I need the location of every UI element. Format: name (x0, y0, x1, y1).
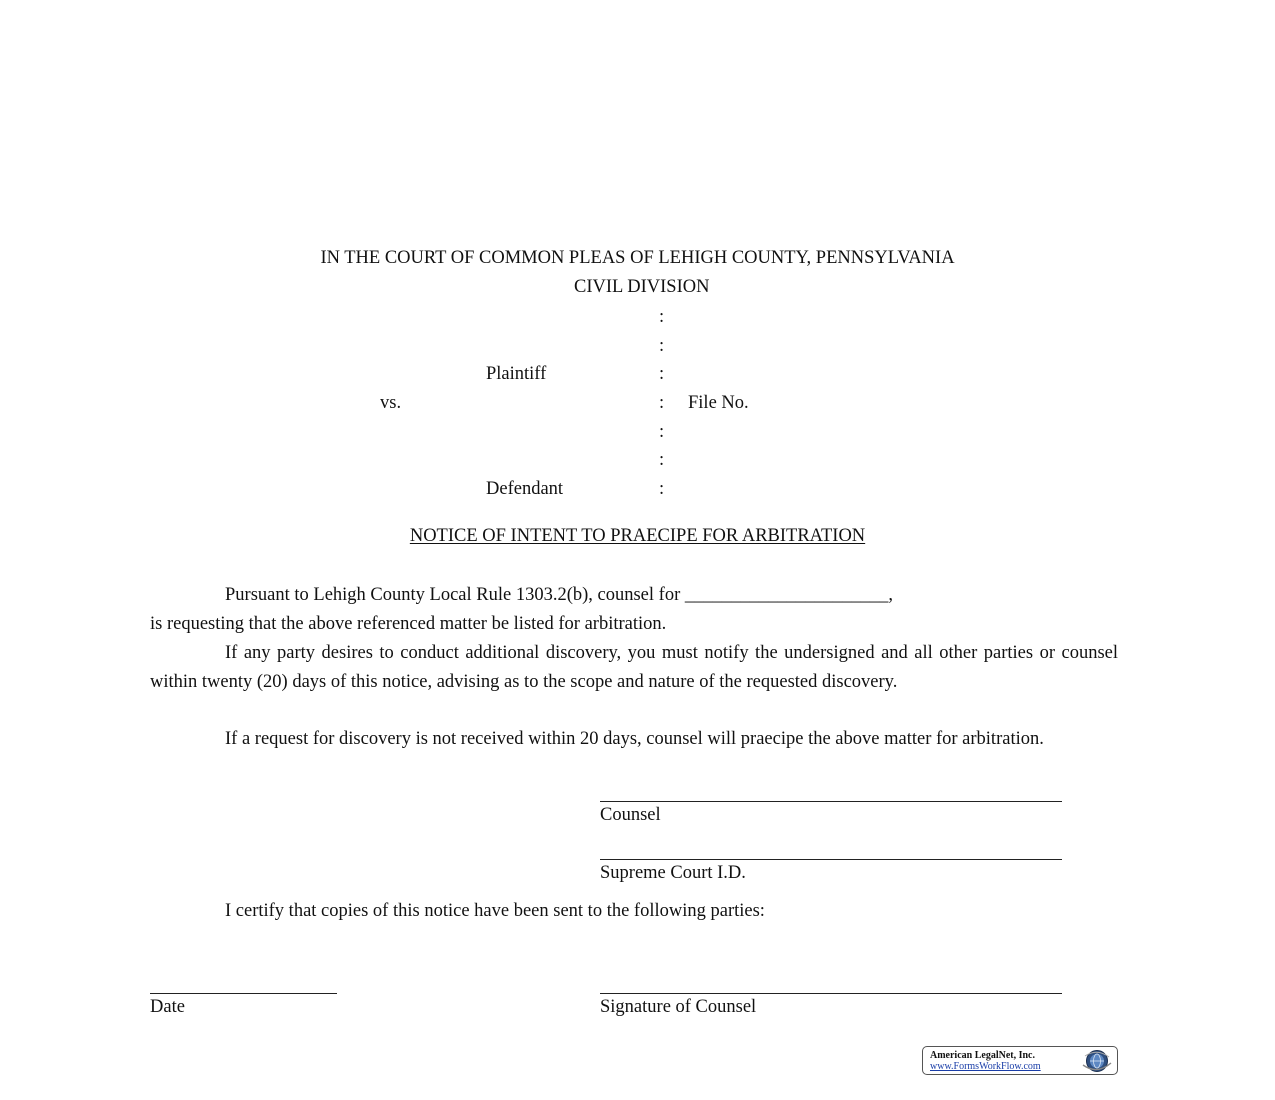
date-line (150, 993, 337, 994)
court-heading: IN THE COURT OF COMMON PLEAS OF LEHIGH COUNTY, PENNSYLVANIA (320, 248, 955, 268)
signature-of-counsel-label: Signature of Counsel (600, 997, 757, 1017)
caption-colon: : (659, 422, 665, 442)
body-paragraph-2: If any party desires to conduct additional discovery, you must notify the undersigned and all other parties or counsel within twenty (20) days of this notice, advising as to the scope and nature of the requested discovery. (150, 643, 1118, 692)
document-title: NOTICE OF INTENT TO PRAECIPE FOR ARBITRATION (409, 526, 866, 546)
caption-colon: : (659, 364, 665, 384)
signature-of-counsel-line (600, 993, 1062, 994)
body-paragraph-1-line-1: Pursuant to Lehigh County Local Rule 1303.2(b), counsel for ______________________, (225, 585, 893, 605)
globe-logo-icon (1080, 1049, 1114, 1073)
vs-label: vs. (380, 393, 402, 413)
date-label: Date (150, 997, 185, 1017)
supreme-court-id-label: Supreme Court I.D. (600, 863, 746, 883)
body-paragraph-1-line-2: is requesting that the above referenced matter be listed for arbitration. (150, 614, 667, 634)
body-paragraph-3: If a request for discovery is not received within 20 days, counsel will praecipe the above matter for arbitration. (225, 729, 1044, 749)
caption-colon: : (659, 393, 665, 413)
caption-colon: : (659, 479, 665, 499)
caption-colon: : (659, 336, 665, 356)
counsel-signature-line (600, 801, 1062, 802)
counsel-label: Counsel (600, 805, 661, 825)
file-no-label: File No. (688, 393, 749, 413)
logo-company-name: American LegalNet, Inc. (930, 1050, 1035, 1061)
plaintiff-label: Plaintiff (486, 364, 547, 384)
certification-text: I certify that copies of this notice have been sent to the following parties: (225, 901, 765, 921)
division-heading: CIVIL DIVISION (574, 277, 710, 297)
american-legalnet-logo[interactable] (922, 1046, 1118, 1075)
defendant-label: Defendant (486, 479, 564, 499)
caption-colon: : (659, 307, 665, 327)
supreme-court-id-line (600, 859, 1062, 860)
caption-colon: : (659, 450, 665, 470)
logo-website-link[interactable]: www.FormsWorkFlow.com (930, 1061, 1041, 1072)
